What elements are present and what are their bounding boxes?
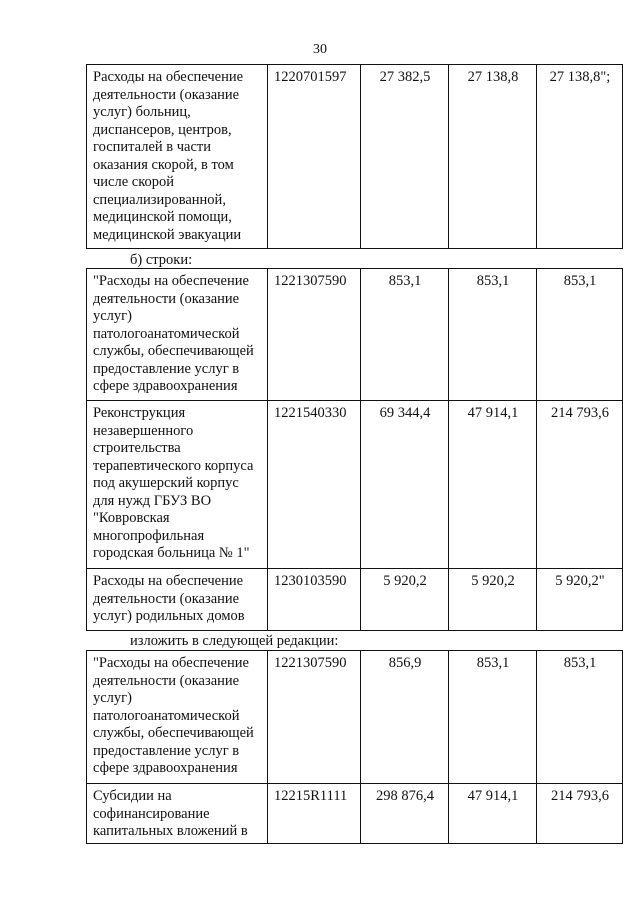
row-value-3: 214 793,6 (537, 401, 623, 569)
table-top (86, 64, 623, 249)
row-name-cell: Расходы на обеспечение деятельности (оказание услуг) родильных домов (87, 569, 268, 631)
row-name-cell: "Расходы на обеспечение деятельности (оказание услуг) патологоанатомической службы, обеспечивающей предоставление услуг в сфере здравоохранения (87, 269, 268, 401)
row-value-1: 298 876,4 (361, 784, 449, 844)
row-value-2: 47 914,1 (449, 401, 537, 569)
row-value-2: 853,1 (449, 651, 537, 784)
row-value-3: 27 138,8"; (537, 65, 623, 249)
row-value-3: 5 920,2" (537, 569, 623, 631)
table-row (87, 651, 623, 784)
row-code-cell: 1220701597 (268, 65, 361, 249)
row-value-2: 853,1 (449, 269, 537, 401)
row-value-1: 5 920,2 (361, 569, 449, 631)
label-b-rows: б) строки: (130, 252, 193, 268)
row-name-cell: "Расходы на обеспечение деятельности (оказание услуг) патологоанатомической службы, обеспечивающей предоставление услуг в сфере здравоохранения (87, 651, 268, 784)
page-number: 30 (313, 42, 327, 57)
row-code-cell: 1221540330 (268, 401, 361, 569)
row-name-cell: Реконструкция незавершенного строительства терапевтического корпуса под акушерский корпус для нужд ГБУЗ ВО "Ковровская многопрофильная городская больница № 1" (87, 401, 268, 569)
label-edit: изложить в следующей редакции: (130, 633, 339, 649)
row-value-1: 856,9 (361, 651, 449, 784)
row-code-cell: 1221307590 (268, 269, 361, 401)
row-value-2: 27 138,8 (449, 65, 537, 249)
table-row (87, 269, 623, 401)
row-value-2: 47 914,1 (449, 784, 537, 844)
table-row (87, 569, 623, 631)
row-value-1: 853,1 (361, 269, 449, 401)
row-value-3: 214 793,6 (537, 784, 623, 844)
row-code-cell: 1221307590 (268, 651, 361, 784)
row-value-1: 69 344,4 (361, 401, 449, 569)
table-new (86, 650, 623, 844)
table-row (87, 401, 623, 569)
row-value-2: 5 920,2 (449, 569, 537, 631)
row-name-cell: Субсидии на софинансирование капитальных вложений в (87, 784, 268, 844)
row-name-cell: Расходы на обеспечение деятельности (оказание услуг) больниц, диспансеров, центров, госпиталей в части оказания скорой, в том числе скорой специализированной, медицинской помощи, медицинской эвакуации (87, 65, 268, 249)
row-value-3: 853,1 (537, 651, 623, 784)
row-code-cell: 12215R1111 (268, 784, 361, 844)
row-value-1: 27 382,5 (361, 65, 449, 249)
row-value-3: 853,1 (537, 269, 623, 401)
row-code-cell: 1230103590 (268, 569, 361, 631)
table-row (87, 784, 623, 844)
table-mid (86, 268, 623, 631)
table-row (87, 65, 623, 249)
